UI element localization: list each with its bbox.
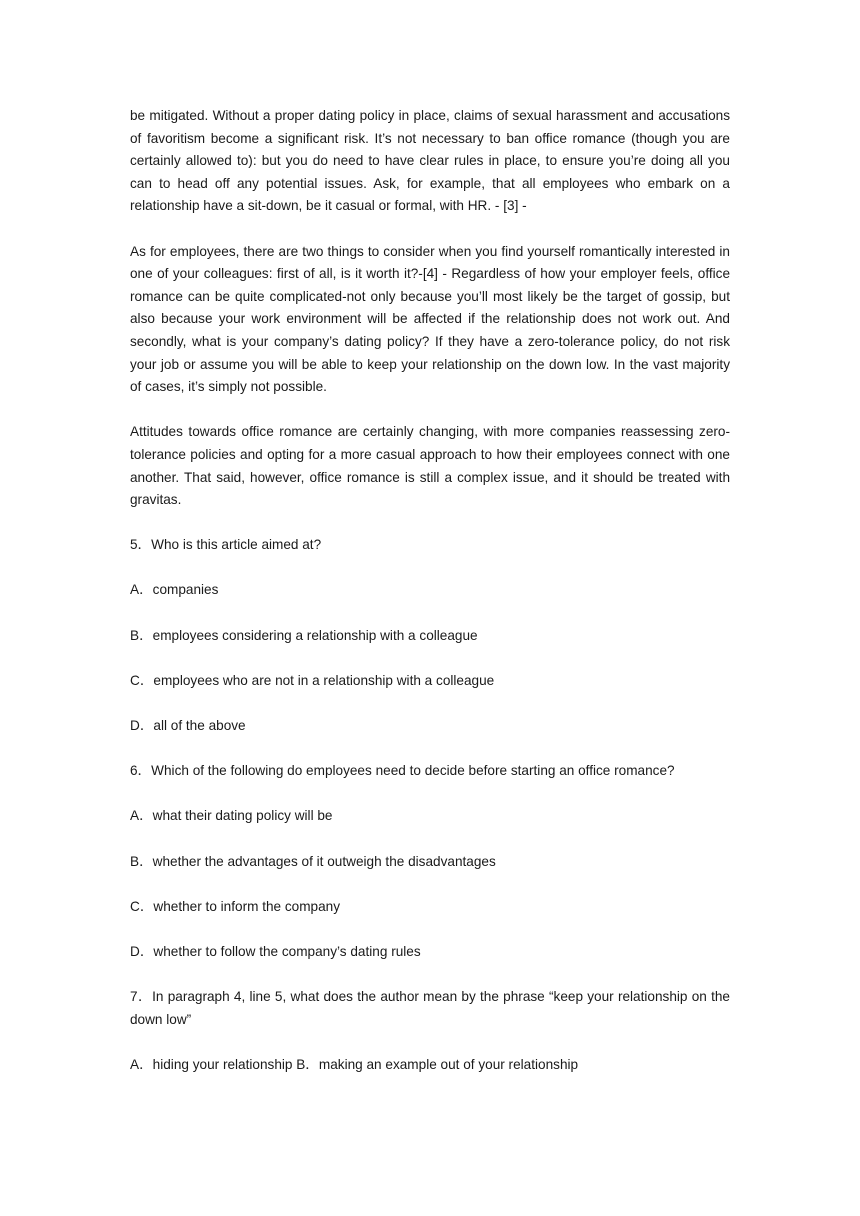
question-6-option-a: A．what their dating policy will be (130, 808, 333, 824)
question-5-stem: 5．Who is this article aimed at? (130, 537, 322, 553)
question-7-stem: 7．In paragraph 4, line 5, what does the author mean by the phrase “keep your relationship on the down low” (130, 989, 730, 1027)
question-5 (130, 534, 730, 737)
document-body (130, 105, 730, 1099)
question-6-option-d: D．whether to follow the company’s dating rules (130, 943, 421, 959)
question-5-option-c: C．employees who are not in a relationship with a colleague (130, 672, 495, 688)
question-6 (130, 760, 730, 963)
question-7 (130, 986, 730, 1076)
question-5-option-a: A．companies (130, 582, 219, 598)
question-6-option-b: B．whether the advantages of it outweigh the disadvantages (130, 853, 496, 869)
paragraph-policy: be mitigated. Without a proper dating policy in place, claims of sexual harassment and accusations of favoritism become a significant risk. It’s not necessary to ban office romance (though you are certainly allowed to): but you do need to have clear rules in place, to ensure you’re doing all you can to head off any potential issues. Ask, for example, that all employees who embark on a relationship have a sit-down, be it casual or formal, with HR. - [3] - (130, 108, 730, 214)
paragraph-employees: As for employees, there are two things to consider when you find yourself romantically interested in one of your colleagues: first of all, is it worth it?-[4] - Regardless of how your employer feels, office romance can be quite complicated-not only because you’ll most likely be the target of gossip, but also because your work environment will be affected if the relationship does not work out. And secondly, what is your company’s dating policy? If they have a zero-tolerance policy, do not risk your job or assume you will be able to keep your relationship on the down low. In the vast majority of cases, it’s simply not possible. (130, 243, 730, 395)
question-7-options-a-b: A．hiding your relationship B．making an example out of your relationship (130, 1056, 579, 1072)
question-6-option-c: C．whether to inform the company (130, 898, 341, 914)
question-6-stem: 6．Which of the following do employees need to decide before starting an office romance? (130, 763, 675, 779)
question-5-option-b: B．employees considering a relationship with a colleague (130, 627, 478, 643)
question-5-option-d: D．all of the above (130, 718, 246, 734)
paragraph-attitudes: Attitudes towards office romance are certainly changing, with more companies reassessing zero-tolerance policies and opting for a more casual approach to how their employees connect with one another. That said, however, office romance is still a complex issue, and it should be treated with gravitas. (130, 424, 730, 508)
